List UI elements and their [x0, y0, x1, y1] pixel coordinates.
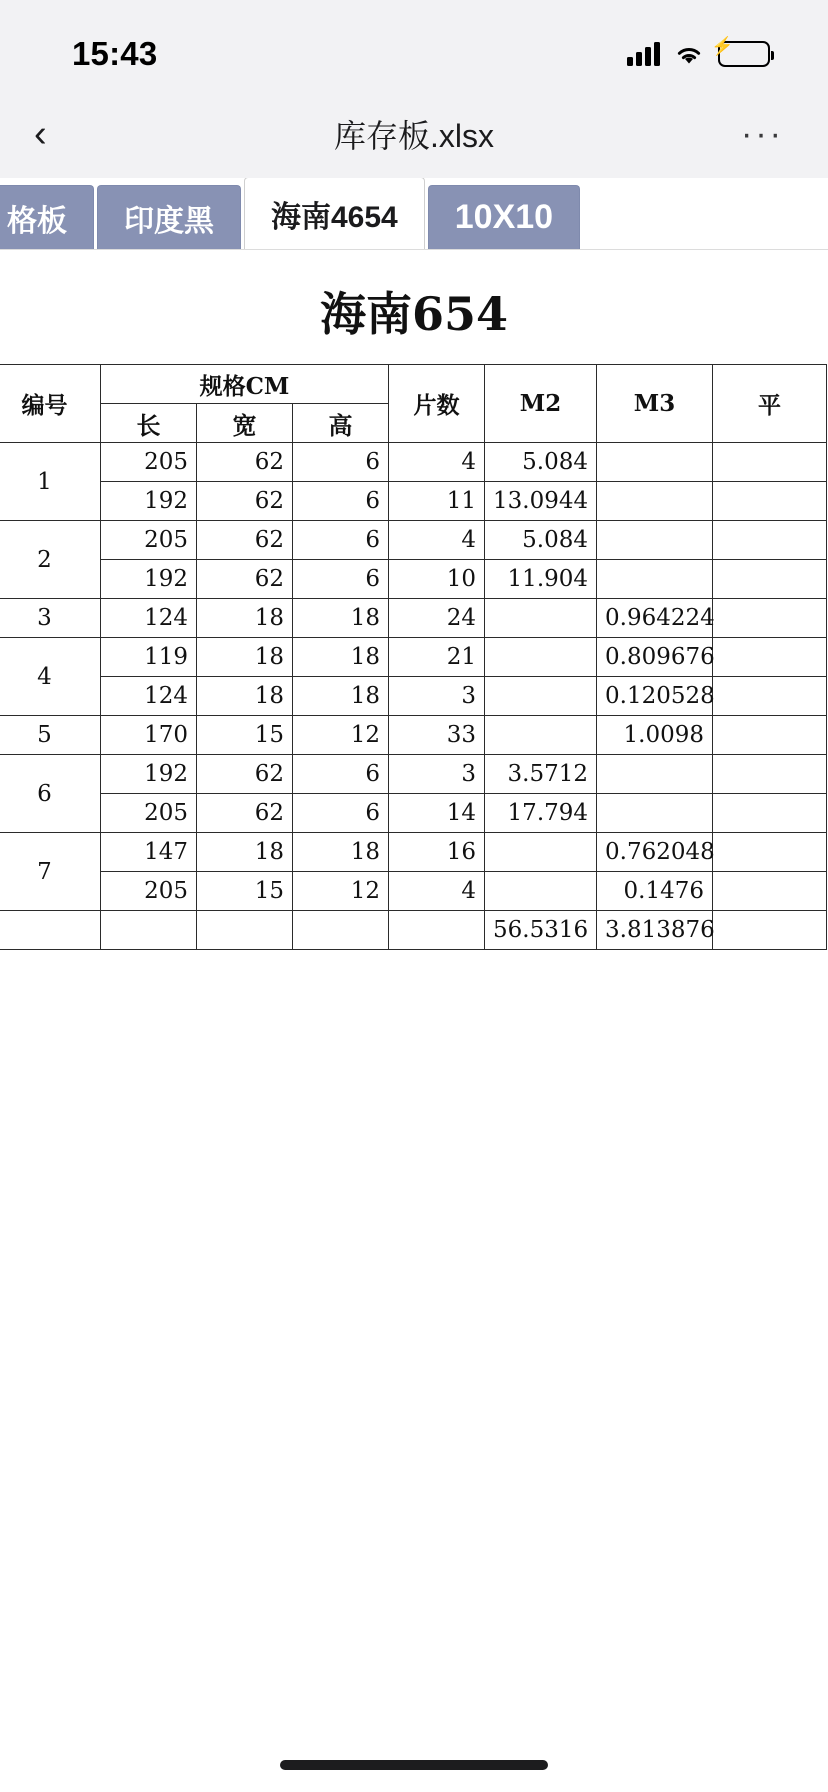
cell-total-m3[interactable]: 3.813876 — [597, 911, 713, 950]
more-options-button[interactable]: ··· — [741, 114, 784, 153]
cell-id[interactable]: 6 — [0, 755, 101, 833]
cell-length[interactable]: 119 — [101, 638, 197, 677]
cell-length[interactable]: 170 — [101, 716, 197, 755]
cell-length[interactable]: 192 — [101, 560, 197, 599]
cell-extra[interactable] — [713, 482, 827, 521]
cell-length[interactable]: 205 — [101, 872, 197, 911]
table-row[interactable] — [0, 599, 827, 638]
cell-m2[interactable]: 11.904 — [485, 560, 597, 599]
status-bar — [0, 0, 828, 90]
spreadsheet-content — [0, 250, 828, 950]
sheet-tab-3[interactable]: 10X10 — [428, 185, 580, 249]
cell-width[interactable]: 62 — [197, 482, 293, 521]
table-row[interactable] — [0, 482, 827, 521]
cell-height[interactable]: 18 — [293, 638, 389, 677]
cell-pieces[interactable]: 4 — [389, 872, 485, 911]
cell-total-height[interactable] — [293, 911, 389, 950]
cell-m2[interactable]: 5.084 — [485, 443, 597, 482]
cell-pieces[interactable]: 3 — [389, 677, 485, 716]
document-title: 库存板.xlsx — [333, 118, 494, 154]
table-row[interactable] — [0, 833, 827, 872]
cell-height[interactable]: 18 — [293, 677, 389, 716]
table-header — [0, 365, 827, 443]
table-row[interactable] — [0, 794, 827, 833]
sheet-tab-2[interactable]: 海南4654 — [244, 178, 425, 249]
cell-width[interactable]: 18 — [197, 638, 293, 677]
navigation-bar — [0, 90, 828, 178]
header-m3: M3 — [597, 365, 713, 443]
cell-extra[interactable] — [713, 833, 827, 872]
cell-height[interactable]: 6 — [293, 794, 389, 833]
battery-charging-icon: ⚡ — [718, 41, 770, 67]
cell-pieces[interactable]: 14 — [389, 794, 485, 833]
cell-total-length[interactable] — [101, 911, 197, 950]
cell-pieces[interactable]: 3 — [389, 755, 485, 794]
header-m2: M2 — [485, 365, 597, 443]
cell-extra[interactable] — [713, 755, 827, 794]
table-body — [0, 443, 827, 950]
cell-pieces[interactable]: 4 — [389, 521, 485, 560]
cell-height[interactable]: 6 — [293, 560, 389, 599]
cell-m3[interactable]: 0.1476 — [597, 872, 713, 911]
cell-m2[interactable] — [485, 716, 597, 755]
cell-width[interactable]: 18 — [197, 833, 293, 872]
cell-m2[interactable] — [485, 833, 597, 872]
cell-total-id[interactable] — [0, 911, 101, 950]
table-row[interactable] — [0, 560, 827, 599]
cell-height[interactable]: 6 — [293, 443, 389, 482]
table-row[interactable] — [0, 443, 827, 482]
cell-total-m2[interactable]: 56.5316 — [485, 911, 597, 950]
cell-id[interactable]: 7 — [0, 833, 101, 911]
cell-extra[interactable] — [713, 638, 827, 677]
cell-pieces[interactable]: 4 — [389, 443, 485, 482]
cell-m2[interactable] — [485, 599, 597, 638]
cell-total-pieces[interactable] — [389, 911, 485, 950]
cell-width[interactable]: 18 — [197, 599, 293, 638]
cell-id[interactable]: 3 — [0, 599, 101, 638]
cell-m3[interactable]: 0.120528 — [597, 677, 713, 716]
cell-height[interactable]: 6 — [293, 521, 389, 560]
cell-height[interactable]: 6 — [293, 482, 389, 521]
cell-length[interactable]: 124 — [101, 599, 197, 638]
cell-id[interactable]: 5 — [0, 716, 101, 755]
cell-height[interactable]: 18 — [293, 833, 389, 872]
cell-extra[interactable] — [713, 872, 827, 911]
cell-extra[interactable] — [713, 794, 827, 833]
cell-m3[interactable]: 1.0098 — [597, 716, 713, 755]
cell-m3[interactable] — [597, 443, 713, 482]
cell-m2[interactable]: 13.0944 — [485, 482, 597, 521]
cell-id[interactable]: 2 — [0, 521, 101, 599]
status-icons — [627, 35, 770, 67]
cell-m2[interactable]: 3.5712 — [485, 755, 597, 794]
cell-extra[interactable] — [713, 521, 827, 560]
cell-m2[interactable]: 17.794 — [485, 794, 597, 833]
table-row[interactable] — [0, 521, 827, 560]
cell-length[interactable]: 205 — [101, 521, 197, 560]
cell-extra[interactable] — [713, 599, 827, 638]
header-extra: 平 — [713, 365, 827, 443]
cell-pieces[interactable]: 11 — [389, 482, 485, 521]
table-header-row-1 — [0, 365, 827, 404]
table-row[interactable] — [0, 677, 827, 716]
sheet-tab-1[interactable]: 印度黑 — [97, 185, 241, 249]
cell-height[interactable]: 18 — [293, 599, 389, 638]
cell-m3[interactable] — [597, 521, 713, 560]
data-table — [0, 364, 827, 950]
sheet-title: 海南654 — [319, 287, 509, 341]
cell-length[interactable]: 192 — [101, 755, 197, 794]
cell-pieces[interactable]: 16 — [389, 833, 485, 872]
cell-width[interactable]: 15 — [197, 872, 293, 911]
header-length: 长 — [101, 404, 197, 443]
cell-extra[interactable] — [713, 677, 827, 716]
cell-total-extra[interactable] — [713, 911, 827, 950]
cell-width[interactable]: 15 — [197, 716, 293, 755]
cellular-signal-icon — [627, 42, 660, 66]
cell-m3[interactable] — [597, 482, 713, 521]
cell-m3[interactable]: 0.762048 — [597, 833, 713, 872]
cell-m3[interactable] — [597, 560, 713, 599]
sheet-tab-strip[interactable] — [0, 178, 828, 250]
header-spec-group: 规格CM — [101, 365, 389, 404]
cell-width[interactable]: 62 — [197, 794, 293, 833]
sheet-tab-0[interactable]: 格板 — [0, 185, 94, 249]
header-height: 高 — [293, 404, 389, 443]
data-table-wrapper[interactable] — [0, 364, 828, 950]
cell-width[interactable]: 62 — [197, 521, 293, 560]
cell-length[interactable]: 205 — [101, 443, 197, 482]
cell-m3[interactable] — [597, 755, 713, 794]
cell-pieces[interactable]: 10 — [389, 560, 485, 599]
cell-m2[interactable]: 5.084 — [485, 521, 597, 560]
table-row[interactable] — [0, 872, 827, 911]
cell-m2[interactable] — [485, 638, 597, 677]
cell-m3[interactable]: 0.964224 — [597, 599, 713, 638]
cell-m3[interactable]: 0.809676 — [597, 638, 713, 677]
cell-pieces[interactable]: 33 — [389, 716, 485, 755]
header-id: 编号 — [0, 365, 101, 443]
cell-m2[interactable] — [485, 677, 597, 716]
header-width: 宽 — [197, 404, 293, 443]
cell-height[interactable]: 12 — [293, 872, 389, 911]
cell-width[interactable]: 62 — [197, 560, 293, 599]
cell-width[interactable]: 62 — [197, 443, 293, 482]
cell-m3[interactable] — [597, 794, 713, 833]
status-time: 15:43 — [72, 35, 158, 72]
home-indicator — [280, 1760, 548, 1770]
cell-id[interactable]: 1 — [0, 443, 101, 521]
table-row[interactable] — [0, 716, 827, 755]
cell-length[interactable]: 124 — [101, 677, 197, 716]
cell-height[interactable]: 12 — [293, 716, 389, 755]
cell-extra[interactable] — [713, 560, 827, 599]
table-row[interactable] — [0, 638, 827, 677]
cell-length[interactable]: 147 — [101, 833, 197, 872]
cell-id[interactable]: 4 — [0, 638, 101, 716]
cell-width[interactable]: 18 — [197, 677, 293, 716]
table-row[interactable] — [0, 755, 827, 794]
back-button[interactable]: ‹ — [34, 113, 47, 155]
cell-pieces[interactable]: 24 — [389, 599, 485, 638]
cell-total-width[interactable] — [197, 911, 293, 950]
cell-extra[interactable] — [713, 716, 827, 755]
cell-length[interactable]: 205 — [101, 794, 197, 833]
header-pieces: 片数 — [389, 365, 485, 443]
cell-m2[interactable] — [485, 872, 597, 911]
wifi-icon — [673, 42, 705, 66]
cell-extra[interactable] — [713, 443, 827, 482]
cell-height[interactable]: 6 — [293, 755, 389, 794]
table-totals-row[interactable] — [0, 911, 827, 950]
cell-width[interactable]: 62 — [197, 755, 293, 794]
cell-length[interactable]: 192 — [101, 482, 197, 521]
cell-pieces[interactable]: 21 — [389, 638, 485, 677]
